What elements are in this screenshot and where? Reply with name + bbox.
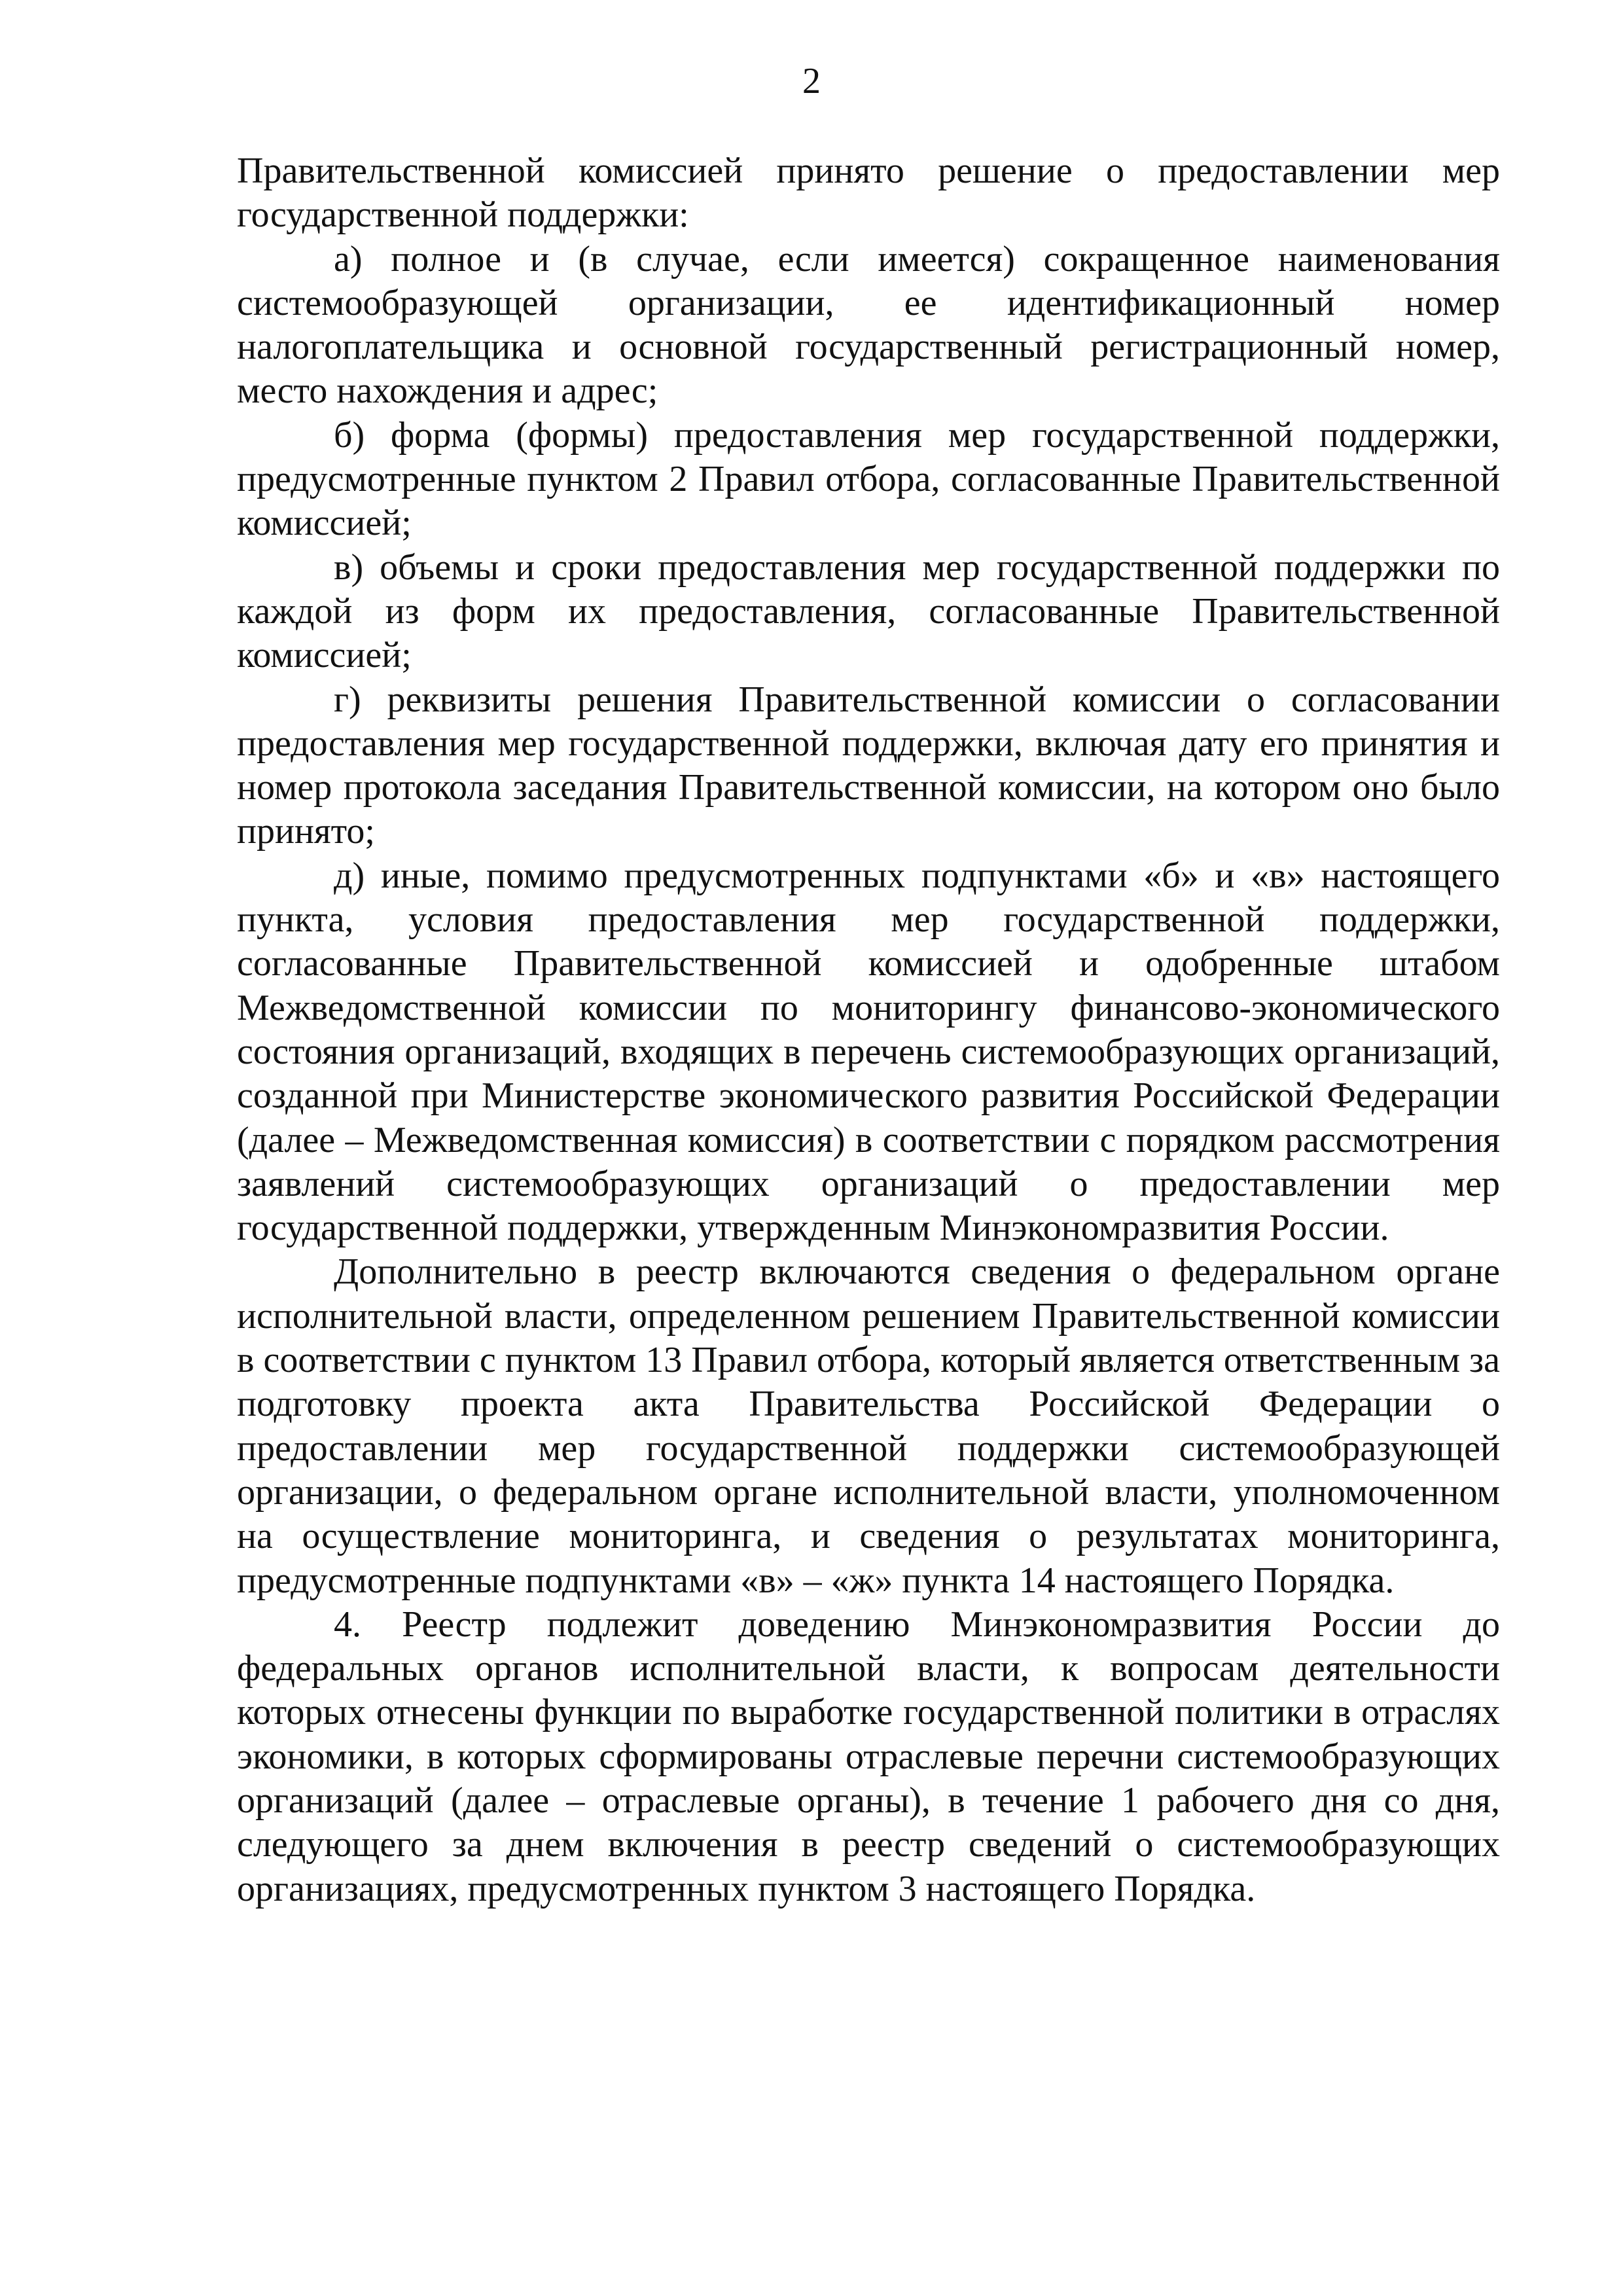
paragraph-clause-4: 4. Реестр подлежит доведению Минэкономразвития России до федеральных органов исполнительной власти, к вопросам деятельности которых отнесены функции по выработке государственной политики в отраслях экономики, в которых сформированы отраслевые перечни системообразующих организаций (далее – отраслевые органы), в течение 1 рабочего дня со дня, следующего за днем включения в реестр сведений о системообразующих организациях, предусмотренных пунктом 3 настоящего Порядка. [237,1604,1500,1909]
paragraph-item-v: в) объемы и сроки предоставления мер государственной поддержки по каждой из форм их предоставления, согласованные Правительственной комиссией; [237,547,1500,676]
document-body [237,149,1500,1911]
paragraph-item-a: а) полное и (в случае, если имеется) сокращенное наименования системообразующей организации, ее идентификационный номер налогоплательщика и основной государственный регистрационный номер, место нахождения и адрес; [237,238,1500,412]
paragraph-item-g: г) реквизиты решения Правительственной комиссии о согласовании предоставления мер государственной поддержки, включая дату его принятия и номер протокола заседания Правительственной комиссии, на котором оно было принято; [237,679,1500,852]
page-number: 2 [802,61,821,101]
paragraph-intro-continuation: Правительственной комиссией принято решение о предоставлении мер государственной поддержки: [237,151,1500,236]
paragraph-item-b: б) форма (формы) предоставления мер государственной поддержки, предусмотренные пунктом 2 Правил отбора, согласованные Правительственной комиссией; [237,414,1500,544]
paragraph-additional-info: Дополнительно в реестр включаются сведения о федеральном органе исполнительной власти, определенном решением Правительственной комиссии в соответствии с пунктом 13 Правил отбора, который является ответственным за подготовку проекта акта Правительства Российской Федерации о предоставлении мер государственной поддержки системообразующей организации, о федеральном органе исполнительной власти, уполномоченном на осуществление мониторинга, и сведения о результатах мониторинга, предусмотренные подпунктами «в» – «ж» пункта 14 настоящего Порядка. [237,1251,1500,1601]
paragraph-item-d: д) иные, помимо предусмотренных подпунктами «б» и «в» настоящего пункта, условия предоставления мер государственной поддержки, согласованные Правительственной комиссией и одобренные штабом Межведомственной комиссии по мониторингу финансово-экономического состояния организаций, входящих в перечень системообразующих организаций, созданной при Министерстве экономического развития Российской Федерации (далее – Межведомственная комиссия) в соответствии с порядком рассмотрения заявлений системообразующих организаций о предоставлении мер государственной поддержки, утвержденным Минэкономразвития России. [237,855,1500,1249]
